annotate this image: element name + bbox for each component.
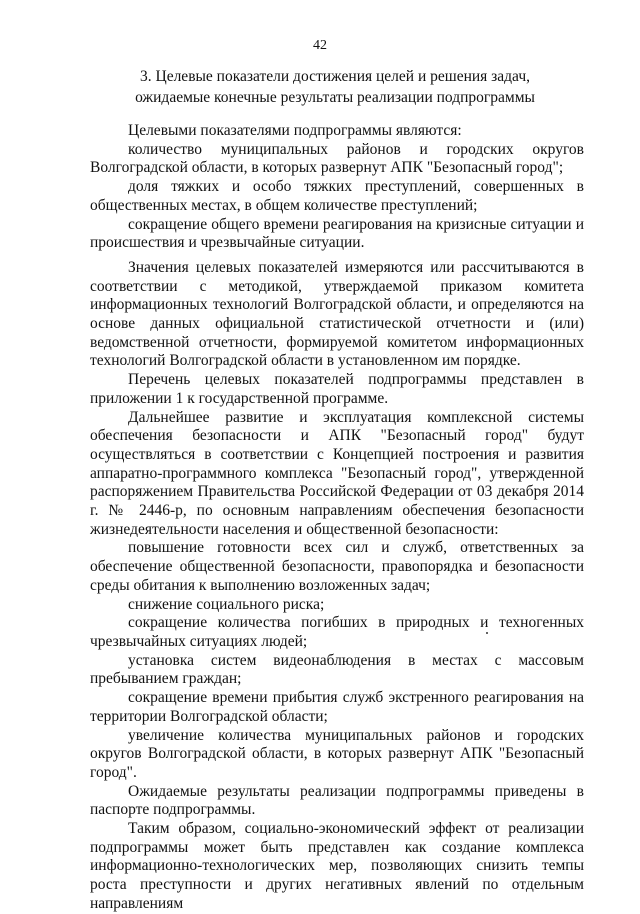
paragraph-target-response-time: сокращение общего времени реагирования на кризисные ситуации и происшествия и чрезвычайные ситуации.: [90, 215, 584, 252]
paragraph-measurement-method: Значения целевых показателей измеряются или рассчитываются в соответствии с методикой, утверждаемой приказом комитета информационных технологий Волгоградской области, и определяются на основе данных официальной статистической отчетности и (или) ведомственной отчетности, формируемой комитетом информационных технологий Волгоградской области в установленном им порядке.: [90, 258, 584, 370]
section-heading-line-1: 3. Целевые показатели достижения целей и решения задач,: [140, 68, 530, 85]
paragraph-target-municipalities: количество муниципальных районов и городских округов Волгоградской области, в которых развернут АПК "Безопасный город";: [90, 140, 584, 177]
scan-dot: [486, 632, 488, 634]
section-heading: [90, 66, 580, 108]
paragraph-readiness: повышение готовности всех сил и служб, ответственных за обеспечение общественной безопасности, правопорядка и безопасности среды обитания к выполнению возложенных задач;: [90, 539, 584, 594]
paragraph-casualties: сокращение количества погибших в природных и техногенных чрезвычайных ситуациях людей;: [90, 614, 584, 650]
paragraph-emergency-arrival: сокращение времени прибытия служб экстренного реагирования на территории Волгоградской области;: [90, 689, 584, 725]
paragraph-target-crimes-share: доля тяжких и особо тяжких преступлений, совершенных в общественных местах, в общем количестве преступлений;: [90, 178, 584, 214]
paragraph-socioeconomic-effect: Таким образом, социально-экономический эффект от реализации подпрограммы может быть представлен как создание комплекса информационно-технологических мер, позволяющих снизить темпы роста преступности и других негативных явлений по отдельным направлениям: [90, 820, 584, 912]
paragraph-video-surveillance: установка систем видеонаблюдения в местах с массовым пребыванием граждан;: [90, 651, 584, 688]
paragraph-targets-intro: Целевыми показателями подпрограммы являются:: [128, 122, 462, 139]
paragraph-indicators-list: Перечень целевых показателей подпрограммы представлен в приложении 1 к государственной программе.: [90, 371, 584, 407]
section-heading-line-2: ожидаемые конечные результаты реализации подпрограммы: [135, 89, 535, 106]
paragraph-social-risk: снижение социального риска;: [128, 595, 325, 613]
page-number: 42: [313, 38, 327, 53]
paragraph-further-development: Дальнейшее развитие и эксплуатация комплексной системы обеспечения безопасности и АПК "Безопасный город" будут осуществляться в соответствии с Концепцией построения и развития аппаратно-программного комплекса "Безопасный город", утвержденной распоряжением Правительства Российской Федерации от 03 декабря 2014 г. № 2446-р, по основным направлениям обеспечения безопасности жизнедеятельности населения и общественной безопасности:: [90, 408, 584, 538]
paragraph-apk-coverage: увеличение количества муниципальных районов и городских округов Волгоградской области, в которых развернут АПК "Безопасный город".: [90, 726, 584, 781]
document-body: [90, 122, 584, 914]
paragraph-expected-results: Ожидаемые результаты реализации подпрограммы приведены в паспорте подпрограммы.: [90, 782, 584, 819]
